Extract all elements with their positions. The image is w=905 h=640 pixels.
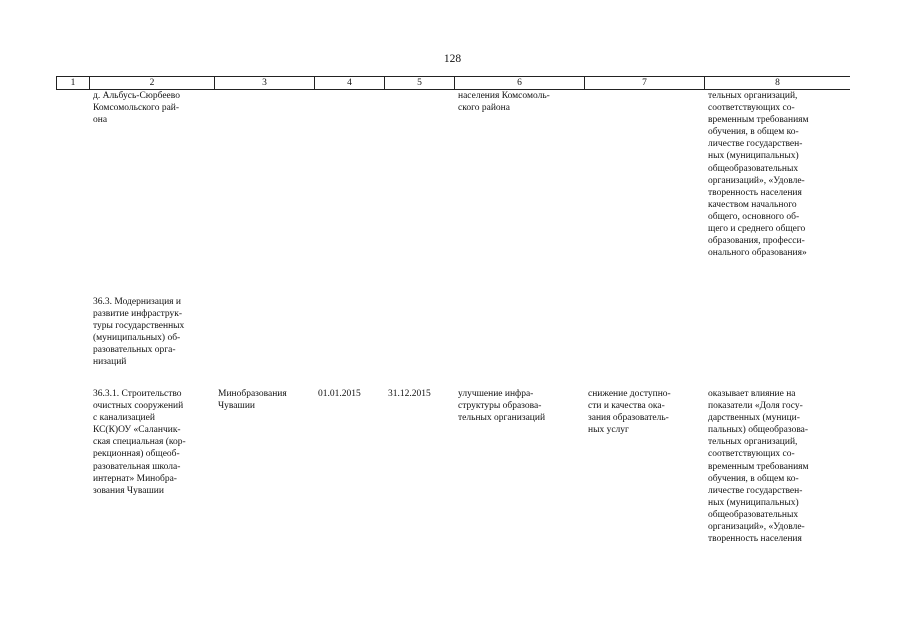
header-col-8: 8: [775, 78, 780, 88]
consequences-cell: [585, 296, 705, 388]
header-col-4: 4: [315, 77, 385, 89]
indicator-link-cell: тельных организаций, соответствующих со- временным требованиям обучения, в общем ко- личестве государствен- ных (муниципальных) общеобразовательных организаций», «Удовле- творенность населения качеством начального общего, основного об- щего и среднего общего образования, професси- онального образования»: [708, 91, 809, 259]
consequences-cell: снижение доступно- сти и качества ока- зания образователь- ных услуг: [588, 389, 671, 436]
measure-name-cell: 36.3.1. Строительство очистных сооружений с канализацией КС(К)ОУ «Саланчик- ская специальная (кор- рекционная) общеоб- разовательная школа- интернат» Минобра- зования Чувашии: [93, 389, 186, 496]
indicator-link-cell: оказывает влияние на показатели «Доля госу- дарственных (муници- пальных) общеобразова- тельных организаций, соответствующих со- временным требованиям обучения, в общем ко- личестве государствен- ных (муниципальных) общеобразовательных организаций», «Удовле- творенность населения: [708, 389, 809, 545]
expected-result-cell: [455, 296, 585, 388]
header-col-3: 3: [215, 77, 315, 89]
row-number-cell: [56, 388, 90, 588]
start-date-cell: [315, 90, 385, 296]
column-number-header: [56, 77, 850, 90]
executor-cell: [215, 296, 315, 388]
executor-cell: Минобразования Чувашии: [218, 389, 287, 412]
indicator-link-cell: [705, 296, 850, 388]
table-row: [56, 90, 850, 296]
start-date-cell: 01.01.2015: [318, 389, 361, 399]
end-date-cell: 31.12.2015: [388, 389, 431, 399]
expected-result-cell: улучшение инфра- структуры образова- тельных организаций: [458, 389, 546, 424]
table-row: [56, 296, 850, 388]
expected-result-cell: населения Комсомоль- ского района: [458, 91, 550, 114]
page-number: 128: [443, 53, 462, 65]
measures-table: [56, 76, 850, 588]
measure-name-cell: 36.3. Модернизация и развитие инфраструк- туры государственных (муниципальных) об- разовательных орга- низаций: [93, 297, 185, 368]
header-col-7: 7: [585, 77, 705, 89]
row-number-cell: [56, 90, 90, 296]
consequences-cell: [585, 90, 705, 296]
row-number-cell: [56, 296, 90, 388]
end-date-cell: [385, 296, 455, 388]
table-row: [56, 388, 850, 588]
header-col-1: 1: [56, 77, 90, 89]
start-date-cell: [315, 296, 385, 388]
header-col-5: 5: [385, 77, 455, 89]
measure-name-cell: д. Альбусь-Сюрбеево Комсомольского рай- она: [93, 91, 180, 126]
header-col-2: 2: [90, 77, 215, 89]
header-col-6: 6: [455, 77, 585, 89]
executor-cell: [215, 90, 315, 296]
end-date-cell: [385, 90, 455, 296]
